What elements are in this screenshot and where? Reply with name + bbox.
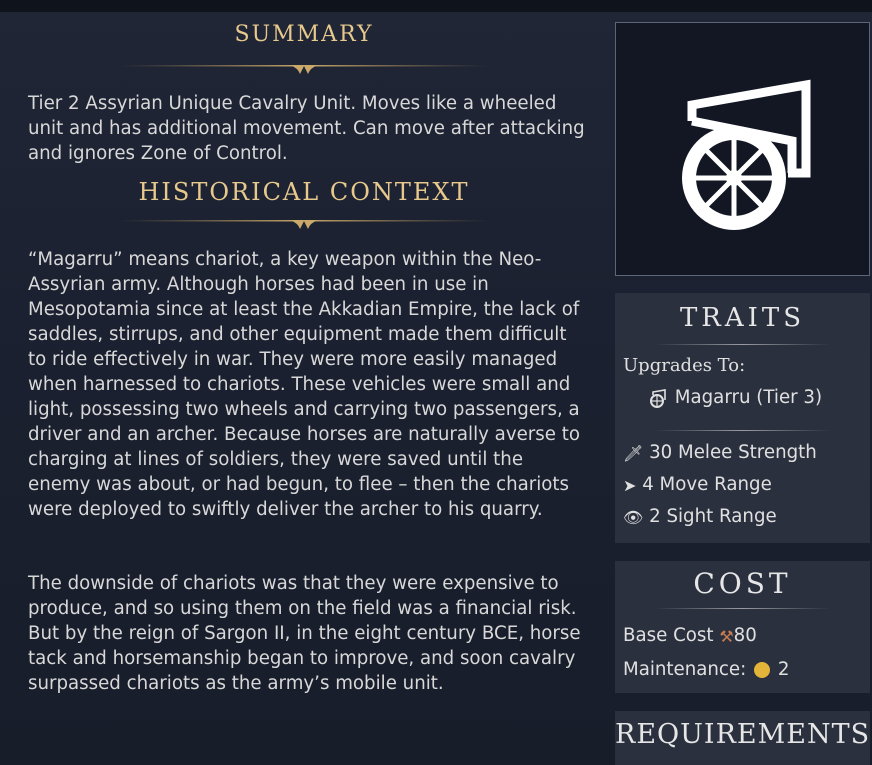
upgrades-to-label: Upgrades To: bbox=[623, 355, 746, 376]
summary-divider bbox=[120, 62, 488, 76]
upgrade-unit-name: Magarru (Tier 3) bbox=[674, 387, 823, 408]
chariot-icon bbox=[616, 23, 869, 275]
traits-divider bbox=[655, 344, 830, 345]
cost-divider bbox=[655, 608, 830, 609]
move-arrow-icon: ➤ bbox=[623, 475, 637, 495]
top-bar bbox=[0, 0, 872, 12]
history-divider bbox=[120, 217, 488, 231]
traits-divider-2 bbox=[655, 430, 830, 431]
hammer-icon: ⚒ bbox=[719, 626, 734, 646]
chariot-small-icon bbox=[647, 387, 669, 409]
upgrade-unit-link[interactable] bbox=[647, 387, 822, 409]
civilopedia-article bbox=[0, 12, 608, 765]
traits-panel bbox=[615, 293, 870, 543]
gold-coin-icon bbox=[754, 662, 770, 678]
historical-context-heading: HISTORICAL CONTEXT bbox=[138, 178, 470, 206]
unit-portrait bbox=[615, 22, 870, 276]
requirements-panel bbox=[615, 711, 870, 765]
requirements-title: REQUIREMENTS bbox=[615, 719, 871, 750]
melee-strength: 🗡 30 Melee Strength bbox=[623, 442, 817, 463]
maintenance-cost: Maintenance: 2 bbox=[623, 659, 790, 680]
history-paragraph-2: The downside of chariots was that they were expensive to produce, and so using them on the field was a financial risk. But by the reign of Sargon II, in the eight century BCE, horse tack and horsemanship began to improve, and soon cavalry surpassed chariots as the army’s mobile unit. bbox=[28, 573, 581, 694]
cost-title: COST bbox=[693, 567, 792, 600]
eye-icon: 👁 bbox=[623, 507, 644, 527]
summary-heading: SUMMARY bbox=[234, 22, 374, 47]
cost-panel bbox=[615, 561, 870, 693]
sword-icon: 🗡 bbox=[623, 443, 644, 463]
base-cost: Base Cost ⚒80 bbox=[623, 625, 757, 646]
summary-text: Tier 2 Assyrian Unique Cavalry Unit. Moves like a wheeled unit and has additional movement. Can move after attacking and ignores Zone of Control. bbox=[28, 93, 585, 164]
sight-range: 👁 2 Sight Range bbox=[623, 506, 777, 527]
move-range: ➤ 4 Move Range bbox=[623, 474, 772, 495]
history-paragraph-1: “Magarru” means chariot, a key weapon within the Neo-Assyrian army. Although horses had been in use in Mesopotamia since at least the Akkadian Empire, the lack of saddles, stirrups, and other equipment made them difficult to ride effectively in war. They were more easily managed when harnessed to chariots. These vehicles were small and light, possessing two wheels and carrying two passengers, a driver and an archer. Because horses are naturally averse to charging at lines of soldiers, they were saved until the enemy was about, or had begun, to flee – then the chariots were deployed to swiftly deliver the archer to his quarry. bbox=[28, 249, 580, 520]
traits-title: TRAITS bbox=[679, 303, 806, 333]
